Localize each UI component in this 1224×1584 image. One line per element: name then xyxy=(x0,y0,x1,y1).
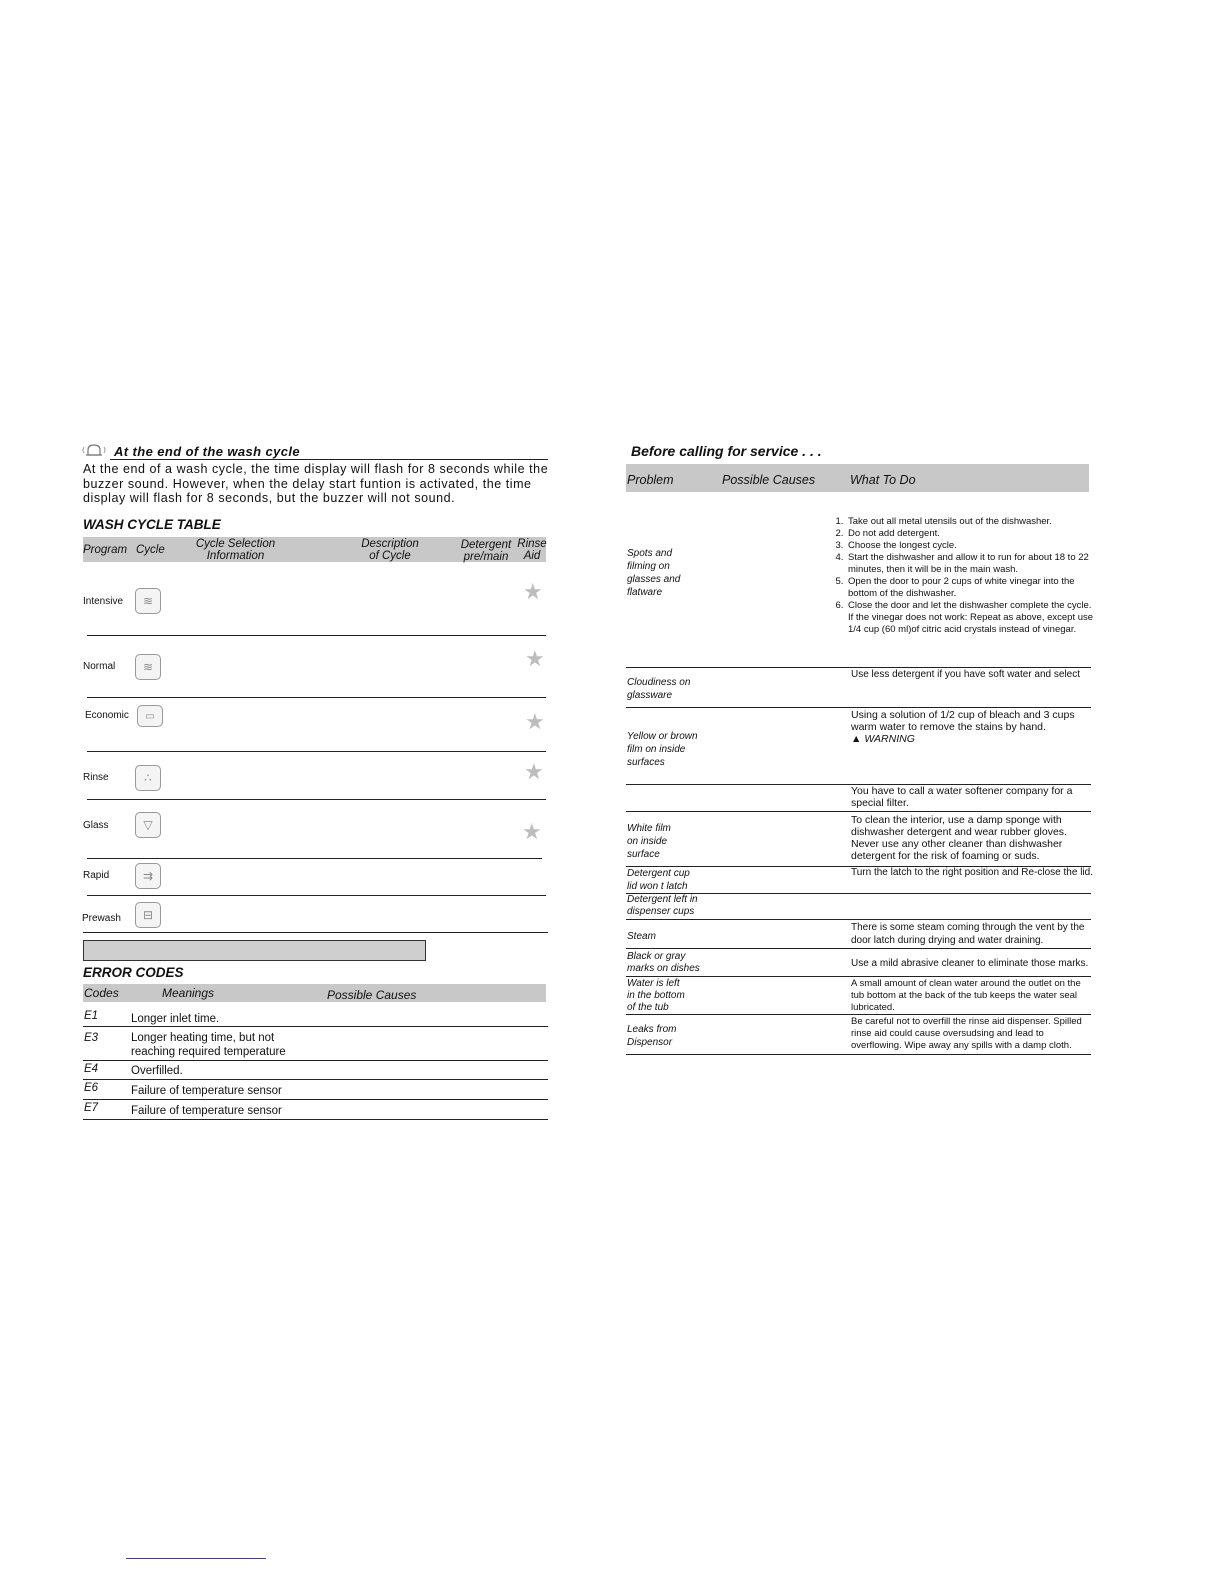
step: 6. Close the door and let the dishwasher complete the cycle. If the vinegar does not work: Repeat as above, except use 1/4 cup (60 ml)of citric acid crystals instead of vinegar. xyxy=(846,600,1094,636)
program-glass: Glass xyxy=(83,820,109,831)
cup-latch-todo: Turn the latch to the right position and Re-close the lid. xyxy=(851,867,1093,878)
rapid-cycle-icon: ⇉ xyxy=(135,863,161,889)
header-codes: Codes xyxy=(84,986,119,1000)
header-description: Description of Cycle xyxy=(361,538,419,562)
header-program: Program xyxy=(83,544,128,556)
economic-cycle-icon: ▭ xyxy=(137,705,163,727)
problem-white-film: White film on inside surface xyxy=(627,823,671,860)
row-divider xyxy=(626,707,1091,708)
error-meaning: Failure of temperature sensor xyxy=(131,1085,282,1097)
water-left-todo: A small amount of clean water around the outlet on the tub bottom at the back of the tub keeps the water seal lubricated. xyxy=(851,978,1081,1013)
service-title: Before calling for service . . . xyxy=(631,443,822,459)
rinse-aid-star-icon: ★ xyxy=(522,819,542,844)
error-meaning: Longer inlet time. xyxy=(131,1013,220,1025)
problem-yellow-film: Yellow or brown film on inside surfaces xyxy=(627,731,698,768)
normal-cycle-icon: ≋ xyxy=(135,654,161,680)
error-codes-title: ERROR CODES xyxy=(83,965,184,980)
error-meaning: Longer heating time, but not reaching required temperature xyxy=(131,1032,286,1058)
prewash-cycle-icon: ⊟ xyxy=(135,902,161,928)
row-divider xyxy=(83,1026,548,1027)
row-divider xyxy=(87,635,546,636)
error-code: E1 xyxy=(84,1010,99,1022)
warning-label xyxy=(851,733,915,745)
error-code: E4 xyxy=(84,1063,99,1075)
problem-cup-latch: Detergent cup lid won t latch xyxy=(627,868,690,892)
row-divider xyxy=(626,948,1091,949)
warning-text: WARNING xyxy=(864,733,915,745)
header-possible-causes: Possible Causes xyxy=(327,988,417,1002)
row-divider xyxy=(83,932,548,933)
row-divider xyxy=(83,1079,548,1080)
rinse-cycle-icon: ∴ xyxy=(135,765,161,791)
rinse-aid-star-icon: ★ xyxy=(524,759,544,784)
row-divider xyxy=(626,1014,1091,1015)
header-problem: Problem xyxy=(627,473,674,487)
cloudiness-todo: Use less detergent if you have soft water and select xyxy=(851,669,1081,680)
warning-icon: ▲ xyxy=(851,733,865,745)
header-what-to-do: What To Do xyxy=(850,473,916,487)
row-divider xyxy=(626,976,1091,977)
problem-black-marks: Black or gray marks on dishes xyxy=(627,951,700,974)
row-divider xyxy=(626,1054,1091,1055)
rinse-aid-star-icon: ★ xyxy=(525,709,545,734)
problem-detergent-left: Detergent left in dispenser cups xyxy=(627,894,698,917)
problem-steam: Steam xyxy=(627,931,656,942)
error-code: E7 xyxy=(84,1102,99,1114)
error-code: E3 xyxy=(84,1032,99,1044)
step: 4. Start the dishwasher and allow it to run for about 18 to 22 minutes, then it will be in the main wash. xyxy=(846,552,1094,576)
step: 3. Choose the longest cycle. xyxy=(846,540,1094,552)
program-economic: Economic xyxy=(85,710,129,721)
divider xyxy=(110,459,548,460)
end-of-cycle-body: At the end of a wash cycle, the time display will flash for 8 seconds while the buzzer sound. However, when the delay start funtion is activated, the time display will flash for 8 seconds, but the buzzer will not sound. xyxy=(83,462,549,505)
step: 2. Do not add detergent. xyxy=(846,528,1094,540)
row-divider xyxy=(87,895,546,896)
intensive-cycle-icon: ≋ xyxy=(135,588,161,614)
step: 1. Take out all metal utensils out of the dishwasher. xyxy=(846,516,1094,528)
program-normal: Normal xyxy=(83,661,116,672)
glass-cycle-icon: ▽ xyxy=(135,812,161,838)
program-rinse: Rinse xyxy=(83,772,109,783)
leaks-todo: Be careful not to overfill the rinse aid dispenser. Spilled rinse aid could cause oversudsing and lead to overflowing. Wipe away any spills with a damp cloth. xyxy=(851,1016,1082,1051)
row-divider xyxy=(87,751,546,752)
row-divider xyxy=(626,919,1091,920)
white-film-todo: To clean the interior, use a damp sponge with dishwasher detergent and wear rubber gloves. Never use any other cleaner than dishwasher detergent for the risk of foaming or suds. xyxy=(851,814,1067,862)
rinse-aid-star-icon: ★ xyxy=(523,579,543,604)
row-divider xyxy=(87,799,546,800)
problem-cloudiness: Cloudiness on glassware xyxy=(627,677,691,701)
header-meanings: Meanings xyxy=(162,986,215,1000)
rinse-aid-star-icon: ★ xyxy=(525,646,545,671)
problem-leaks: Leaks from Dispensor xyxy=(627,1024,677,1048)
row-divider xyxy=(83,1099,548,1100)
error-meaning: Failure of temperature sensor xyxy=(131,1105,282,1117)
header-rinse-aid: Rinse Aid xyxy=(517,538,547,562)
program-prewash: Prewash xyxy=(82,913,121,924)
softener-todo: You have to call a water softener company for a special filter. xyxy=(851,785,1073,809)
header-detergent: Detergent pre/main xyxy=(460,539,512,563)
problem-water-left: Water is left in the bottom of the tub xyxy=(627,978,685,1013)
row-divider xyxy=(87,697,546,698)
step: 5. Open the door to pour 2 cups of white vinegar into the bottom of the dishwasher. xyxy=(846,576,1094,600)
end-of-cycle-title: At the end of the wash cycle xyxy=(114,444,301,459)
row-divider xyxy=(83,1119,548,1120)
header-possible-causes: Possible Causes xyxy=(722,473,816,487)
header-cycle: Cycle xyxy=(136,544,165,556)
row-divider xyxy=(87,858,542,859)
wash-cycle-table-title: WASH CYCLE TABLE xyxy=(83,517,221,532)
yellow-film-todo: Using a solution of 1/2 cup of bleach and 3 cups warm water to remove the stains by hand. xyxy=(851,709,1075,733)
footnote-rule xyxy=(126,1558,266,1559)
black-marks-todo: Use a mild abrasive cleaner to eliminate those marks. xyxy=(851,958,1089,969)
spots-steps xyxy=(832,516,1094,636)
error-meaning: Overfilled. xyxy=(131,1065,183,1077)
problem-spots: Spots and filming on glasses and flatware xyxy=(627,548,681,598)
notice-box xyxy=(83,940,426,961)
header-selection-info: Cycle Selection Information xyxy=(195,538,276,562)
buzzer-icon xyxy=(82,442,106,458)
error-codes-header-bar xyxy=(83,984,546,1002)
steam-todo: There is some steam coming through the vent by the door latch during drying and water draining. xyxy=(851,922,1085,946)
program-rapid: Rapid xyxy=(83,870,110,881)
row-divider xyxy=(626,811,1091,812)
error-code: E6 xyxy=(84,1082,99,1094)
program-intensive: Intensive xyxy=(83,596,124,607)
row-divider xyxy=(83,1060,548,1061)
